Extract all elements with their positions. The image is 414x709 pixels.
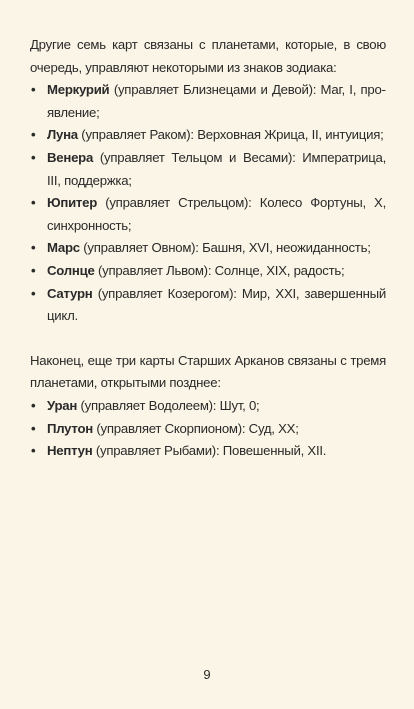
- list-item: [30, 260, 386, 283]
- list-item: [30, 192, 386, 237]
- planet-description: (управляет Стрельцом): Колесо Фортуны, X, синхронность;: [47, 195, 386, 233]
- intro-paragraph: Другие семь карт связаны с планетами, которые, в свою очередь, управляют некоторыми из знаков зодиака:: [30, 37, 386, 75]
- planet-name: Плутон: [47, 420, 93, 436]
- page-body: [30, 34, 386, 463]
- list-item: [30, 147, 386, 192]
- list-item: [30, 283, 386, 328]
- planet-name: Луна: [47, 127, 78, 143]
- planet-name: Сатурн: [47, 285, 93, 301]
- list-item: [30, 418, 386, 441]
- planet-name: Уран: [47, 397, 78, 413]
- bullet-icon: •: [31, 240, 36, 256]
- planet-description: (управляет Тельцом и Весами): Императрица, III, поддержка;: [47, 149, 386, 188]
- planet-name: Меркурий: [47, 82, 110, 98]
- list-item: [30, 395, 386, 418]
- planet-name: Марс: [47, 240, 80, 256]
- list-item: [30, 237, 386, 260]
- planet-name: Солнце: [47, 262, 95, 278]
- planet-name: Нептун: [47, 443, 93, 459]
- planet-description: (управляет Рыбами): Повешенный, XII.: [92, 443, 327, 459]
- list-item: [30, 440, 386, 463]
- bullet-icon: •: [31, 420, 36, 436]
- planet-description: (управляет Раком): Верховная Жрица, II, интуиция;: [77, 127, 384, 143]
- bullet-icon: •: [31, 195, 36, 211]
- planet-list-classical: [30, 79, 386, 328]
- list-item: [30, 124, 386, 147]
- second-paragraph: Наконец, еще три карты Старших Арканов связаны с тремя планетами, открытыми позднее:: [30, 352, 386, 391]
- bullet-icon: •: [31, 149, 36, 165]
- bullet-icon: •: [31, 127, 36, 143]
- bullet-icon: •: [31, 443, 36, 459]
- bullet-icon: •: [31, 262, 36, 278]
- planet-description: (управляет Львом): Солнце, XIX, радость;: [94, 262, 345, 278]
- bullet-icon: •: [31, 397, 36, 413]
- planet-description: (управляет Козерогом): Мир, XXI, завершенный цикл.: [47, 285, 386, 324]
- planet-description: (управляет Скорпионом): Суд, XX;: [92, 420, 299, 436]
- planet-list-modern: [30, 395, 386, 463]
- bullet-icon: •: [31, 82, 36, 98]
- planet-description: (управляет Близнецами и Девой): Маг, I, проявление;: [47, 82, 386, 120]
- planet-name: Венера: [47, 149, 94, 165]
- planet-description: (управляет Водолеем): Шут, 0;: [77, 397, 260, 413]
- list-item: [30, 79, 386, 124]
- planet-description: (управляет Овном): Башня, XVI, неожиданность;: [79, 240, 371, 256]
- page-number: 9: [203, 667, 211, 682]
- planet-name: Юпитер: [47, 195, 98, 211]
- bullet-icon: •: [31, 285, 36, 301]
